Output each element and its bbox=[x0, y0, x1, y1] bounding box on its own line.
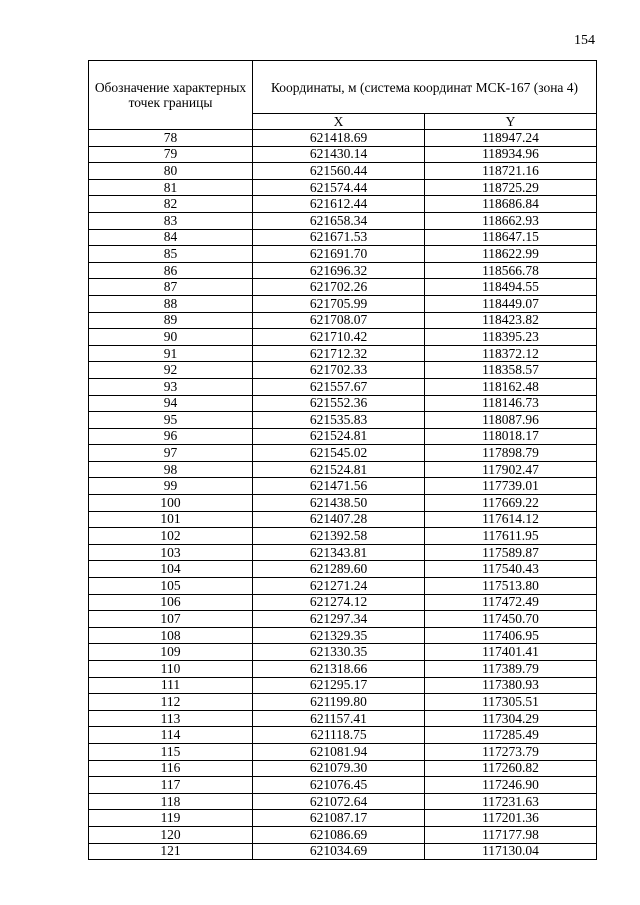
y-coordinate-cell: 118947.24 bbox=[425, 130, 597, 147]
point-number-cell: 80 bbox=[89, 163, 253, 180]
y-coordinate-cell: 117380.93 bbox=[425, 677, 597, 694]
x-coordinate-cell: 621118.75 bbox=[253, 727, 425, 744]
table-row bbox=[89, 428, 597, 445]
coordinates-header-text: Координаты, м (система координат МСК-167 (зона 4) bbox=[270, 79, 579, 95]
x-coordinate-cell: 621034.69 bbox=[253, 843, 425, 860]
table-row bbox=[89, 478, 597, 495]
x-coordinate-cell: 621295.17 bbox=[253, 677, 425, 694]
point-number-cell: 120 bbox=[89, 826, 253, 843]
point-number-cell: 91 bbox=[89, 345, 253, 362]
table-row bbox=[89, 295, 597, 312]
point-number-cell: 105 bbox=[89, 578, 253, 595]
table-row bbox=[89, 661, 597, 678]
y-coordinate-cell: 117513.80 bbox=[425, 578, 597, 595]
point-number-cell: 90 bbox=[89, 329, 253, 346]
table-row bbox=[89, 694, 597, 711]
y-coordinate-cell: 117246.90 bbox=[425, 777, 597, 794]
y-coordinate-cell: 117273.79 bbox=[425, 743, 597, 760]
x-coordinate-cell: 621430.14 bbox=[253, 146, 425, 163]
x-coordinate-cell: 621535.83 bbox=[253, 412, 425, 429]
table-row bbox=[89, 793, 597, 810]
x-coordinate-cell: 621199.80 bbox=[253, 694, 425, 711]
y-coordinate-cell: 118449.07 bbox=[425, 295, 597, 312]
table-row bbox=[89, 727, 597, 744]
table-row bbox=[89, 146, 597, 163]
table-row bbox=[89, 445, 597, 462]
y-coordinate-cell: 118146.73 bbox=[425, 395, 597, 412]
y-coordinate-cell: 117130.04 bbox=[425, 843, 597, 860]
point-designation-header-text: Обозначение характерных точек границы bbox=[94, 80, 247, 110]
x-coordinate-cell: 621560.44 bbox=[253, 163, 425, 180]
y-coordinate-cell: 118662.93 bbox=[425, 212, 597, 229]
x-coordinate-cell: 621343.81 bbox=[253, 544, 425, 561]
x-coordinate-cell: 621392.58 bbox=[253, 528, 425, 545]
y-coordinate-cell: 117285.49 bbox=[425, 727, 597, 744]
table-row bbox=[89, 262, 597, 279]
point-number-cell: 97 bbox=[89, 445, 253, 462]
table-row bbox=[89, 461, 597, 478]
x-coordinate-cell: 621671.53 bbox=[253, 229, 425, 246]
y-coordinate-cell: 118494.55 bbox=[425, 279, 597, 296]
y-coordinate-cell: 118423.82 bbox=[425, 312, 597, 329]
table-row bbox=[89, 378, 597, 395]
point-number-cell: 82 bbox=[89, 196, 253, 213]
point-number-cell: 86 bbox=[89, 262, 253, 279]
point-number-cell: 114 bbox=[89, 727, 253, 744]
point-number-cell: 107 bbox=[89, 611, 253, 628]
table-row bbox=[89, 777, 597, 794]
page-number: 154 bbox=[574, 33, 595, 48]
point-number-cell: 111 bbox=[89, 677, 253, 694]
point-number-cell: 84 bbox=[89, 229, 253, 246]
point-number-cell: 93 bbox=[89, 378, 253, 395]
point-number-cell: 116 bbox=[89, 760, 253, 777]
point-number-cell: 121 bbox=[89, 843, 253, 860]
table-row bbox=[89, 644, 597, 661]
table-row bbox=[89, 611, 597, 628]
y-coordinate-cell: 118358.57 bbox=[425, 362, 597, 379]
y-coordinate-cell: 118087.96 bbox=[425, 412, 597, 429]
x-coordinate-cell: 621297.34 bbox=[253, 611, 425, 628]
table-row bbox=[89, 312, 597, 329]
x-coordinate-cell: 621079.30 bbox=[253, 760, 425, 777]
y-coordinate-cell: 117401.41 bbox=[425, 644, 597, 661]
table-row bbox=[89, 179, 597, 196]
table-row bbox=[89, 196, 597, 213]
x-coordinate-cell: 621072.64 bbox=[253, 793, 425, 810]
table-row bbox=[89, 710, 597, 727]
x-coordinate-cell: 621086.69 bbox=[253, 826, 425, 843]
point-number-cell: 94 bbox=[89, 395, 253, 412]
coordinates-table bbox=[88, 60, 597, 860]
point-number-cell: 112 bbox=[89, 694, 253, 711]
table-row bbox=[89, 395, 597, 412]
y-coordinate-cell: 118934.96 bbox=[425, 146, 597, 163]
y-column-header: Y bbox=[425, 114, 597, 130]
point-number-cell: 106 bbox=[89, 594, 253, 611]
point-number-cell: 99 bbox=[89, 478, 253, 495]
y-coordinate-cell: 118395.23 bbox=[425, 329, 597, 346]
point-number-cell: 103 bbox=[89, 544, 253, 561]
x-coordinate-cell: 621329.35 bbox=[253, 627, 425, 644]
table-row bbox=[89, 279, 597, 296]
x-coordinate-cell: 621524.81 bbox=[253, 428, 425, 445]
y-coordinate-cell: 117406.95 bbox=[425, 627, 597, 644]
point-number-cell: 85 bbox=[89, 246, 253, 263]
point-number-cell: 78 bbox=[89, 130, 253, 147]
point-number-cell: 95 bbox=[89, 412, 253, 429]
table-row bbox=[89, 511, 597, 528]
table-row bbox=[89, 528, 597, 545]
point-number-cell: 108 bbox=[89, 627, 253, 644]
y-coordinate-cell: 117902.47 bbox=[425, 461, 597, 478]
point-number-cell: 81 bbox=[89, 179, 253, 196]
point-number-cell: 92 bbox=[89, 362, 253, 379]
x-coordinate-cell: 621691.70 bbox=[253, 246, 425, 263]
x-coordinate-cell: 621696.32 bbox=[253, 262, 425, 279]
point-number-cell: 96 bbox=[89, 428, 253, 445]
y-coordinate-cell: 117589.87 bbox=[425, 544, 597, 561]
point-designation-header bbox=[89, 61, 253, 130]
point-number-cell: 102 bbox=[89, 528, 253, 545]
table-row bbox=[89, 760, 597, 777]
x-coordinate-cell: 621271.24 bbox=[253, 578, 425, 595]
table-row bbox=[89, 843, 597, 860]
table-body bbox=[89, 130, 597, 860]
x-coordinate-cell: 621658.34 bbox=[253, 212, 425, 229]
table-row bbox=[89, 130, 597, 147]
y-coordinate-cell: 118566.78 bbox=[425, 262, 597, 279]
y-coordinate-cell: 117260.82 bbox=[425, 760, 597, 777]
table-row bbox=[89, 495, 597, 512]
y-coordinate-cell: 117614.12 bbox=[425, 511, 597, 528]
table-row bbox=[89, 677, 597, 694]
y-coordinate-cell: 117669.22 bbox=[425, 495, 597, 512]
x-coordinate-cell: 621438.50 bbox=[253, 495, 425, 512]
y-coordinate-cell: 118686.84 bbox=[425, 196, 597, 213]
point-number-cell: 89 bbox=[89, 312, 253, 329]
x-coordinate-cell: 621418.69 bbox=[253, 130, 425, 147]
x-coordinate-cell: 621708.07 bbox=[253, 312, 425, 329]
table-row bbox=[89, 212, 597, 229]
point-number-cell: 79 bbox=[89, 146, 253, 163]
y-coordinate-cell: 118647.15 bbox=[425, 229, 597, 246]
x-coordinate-cell: 621702.33 bbox=[253, 362, 425, 379]
table-row bbox=[89, 345, 597, 362]
x-coordinate-cell: 621710.42 bbox=[253, 329, 425, 346]
x-coordinate-cell: 621076.45 bbox=[253, 777, 425, 794]
x-coordinate-cell: 621318.66 bbox=[253, 661, 425, 678]
x-coordinate-cell: 621157.41 bbox=[253, 710, 425, 727]
y-coordinate-cell: 118725.29 bbox=[425, 179, 597, 196]
y-coordinate-cell: 118622.99 bbox=[425, 246, 597, 263]
x-coordinate-cell: 621471.56 bbox=[253, 478, 425, 495]
x-coordinate-cell: 621545.02 bbox=[253, 445, 425, 462]
table-row bbox=[89, 412, 597, 429]
point-number-cell: 88 bbox=[89, 295, 253, 312]
y-coordinate-cell: 118018.17 bbox=[425, 428, 597, 445]
y-coordinate-cell: 117611.95 bbox=[425, 528, 597, 545]
x-coordinate-cell: 621557.67 bbox=[253, 378, 425, 395]
x-coordinate-cell: 621081.94 bbox=[253, 743, 425, 760]
table-row bbox=[89, 362, 597, 379]
point-number-cell: 87 bbox=[89, 279, 253, 296]
point-number-cell: 104 bbox=[89, 561, 253, 578]
table-row bbox=[89, 743, 597, 760]
table-row bbox=[89, 163, 597, 180]
x-coordinate-cell: 621087.17 bbox=[253, 810, 425, 827]
y-coordinate-cell: 117540.43 bbox=[425, 561, 597, 578]
point-number-cell: 83 bbox=[89, 212, 253, 229]
table-row bbox=[89, 561, 597, 578]
y-coordinate-cell: 118372.12 bbox=[425, 345, 597, 362]
y-coordinate-cell: 117304.29 bbox=[425, 710, 597, 727]
y-coordinate-cell: 117739.01 bbox=[425, 478, 597, 495]
point-number-cell: 113 bbox=[89, 710, 253, 727]
table-row bbox=[89, 578, 597, 595]
table-row bbox=[89, 544, 597, 561]
point-number-cell: 98 bbox=[89, 461, 253, 478]
table-row bbox=[89, 229, 597, 246]
point-number-cell: 118 bbox=[89, 793, 253, 810]
point-number-cell: 115 bbox=[89, 743, 253, 760]
table-row bbox=[89, 810, 597, 827]
x-coordinate-cell: 621552.36 bbox=[253, 395, 425, 412]
y-coordinate-cell: 117177.98 bbox=[425, 826, 597, 843]
table-row bbox=[89, 246, 597, 263]
y-coordinate-cell: 117472.49 bbox=[425, 594, 597, 611]
table-row bbox=[89, 627, 597, 644]
point-number-cell: 109 bbox=[89, 644, 253, 661]
table-row bbox=[89, 594, 597, 611]
table-row bbox=[89, 329, 597, 346]
x-coordinate-cell: 621407.28 bbox=[253, 511, 425, 528]
x-coordinate-cell: 621274.12 bbox=[253, 594, 425, 611]
y-coordinate-cell: 117201.36 bbox=[425, 810, 597, 827]
x-coordinate-cell: 621289.60 bbox=[253, 561, 425, 578]
y-coordinate-cell: 117450.70 bbox=[425, 611, 597, 628]
x-coordinate-cell: 621712.32 bbox=[253, 345, 425, 362]
x-column-header: X bbox=[253, 114, 425, 130]
y-coordinate-cell: 118721.16 bbox=[425, 163, 597, 180]
y-coordinate-cell: 117898.79 bbox=[425, 445, 597, 462]
y-coordinate-cell: 117231.63 bbox=[425, 793, 597, 810]
point-number-cell: 100 bbox=[89, 495, 253, 512]
coordinates-header bbox=[253, 61, 597, 114]
x-coordinate-cell: 621612.44 bbox=[253, 196, 425, 213]
point-number-cell: 101 bbox=[89, 511, 253, 528]
point-number-cell: 119 bbox=[89, 810, 253, 827]
x-coordinate-cell: 621524.81 bbox=[253, 461, 425, 478]
x-coordinate-cell: 621574.44 bbox=[253, 179, 425, 196]
point-number-cell: 117 bbox=[89, 777, 253, 794]
y-coordinate-cell: 117389.79 bbox=[425, 661, 597, 678]
point-number-cell: 110 bbox=[89, 661, 253, 678]
x-coordinate-cell: 621330.35 bbox=[253, 644, 425, 661]
table-row bbox=[89, 826, 597, 843]
y-coordinate-cell: 117305.51 bbox=[425, 694, 597, 711]
y-coordinate-cell: 118162.48 bbox=[425, 378, 597, 395]
x-coordinate-cell: 621702.26 bbox=[253, 279, 425, 296]
x-coordinate-cell: 621705.99 bbox=[253, 295, 425, 312]
